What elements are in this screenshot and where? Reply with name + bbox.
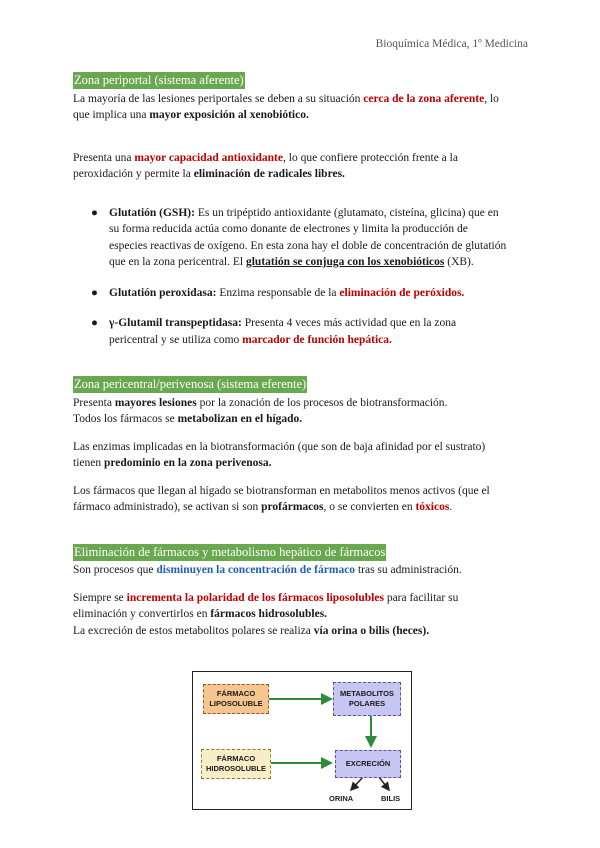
box-excrecion	[335, 750, 401, 778]
bullet-icon: ●	[91, 206, 98, 219]
heading-row	[73, 544, 533, 562]
bold-text: mayor exposición al xenobiótico.	[149, 109, 309, 121]
eliminacion-paragraph-2	[73, 590, 533, 640]
bold-text: metabolizan en el hígado.	[177, 413, 303, 425]
text: , lo que confiere protección frente a la	[283, 151, 458, 164]
box-text: POLARES	[348, 699, 386, 708]
bullet-glutation-peroxidasa	[73, 285, 533, 302]
box-label	[206, 754, 266, 774]
text: Es un tripéptido antioxidante (glutamato, cisteína, glicina) que en	[194, 206, 499, 219]
bold-text: eliminación de radicales libres.	[193, 168, 345, 180]
text: fármaco administrado), se activan si son	[73, 501, 262, 513]
eliminacion-paragraph-1	[73, 562, 533, 579]
heading-periportal: Zona periportal (sistema aferente)	[74, 73, 244, 87]
box-text: FÁRMACO	[216, 689, 256, 698]
heading-eliminacion: Eliminación de fármacos y metabolismo hepático de fármacos	[74, 544, 386, 559]
bold-text: vía orina o bilis (heces).	[313, 624, 430, 637]
text: Todos los fármacos se	[73, 413, 178, 425]
pericentral-paragraph-1	[73, 395, 533, 428]
text: Presenta	[73, 396, 115, 409]
highlight-red: cerca de la zona aferente	[363, 92, 485, 105]
heading-row	[73, 376, 533, 394]
text: para facilitar su	[383, 591, 459, 604]
periportal-paragraph-1	[73, 91, 533, 124]
arrow-to-orina	[351, 777, 363, 790]
periportal-bullet-list	[73, 205, 533, 349]
highlight-blue: disminuyen la concentración de fármaco	[156, 564, 356, 576]
text: pericentral y se utiliza como	[109, 333, 243, 346]
text: , lo	[484, 92, 499, 105]
content	[73, 72, 533, 639]
text: Enzima responsable de la	[216, 286, 340, 299]
text: Los fármacos que llegan al hígado se biotransforman en metabolitos menos activos (que el	[73, 484, 490, 497]
box-text: FÁRMACO	[216, 754, 256, 763]
bullet-icon: ●	[91, 286, 98, 299]
highlight-red: tóxicos	[415, 501, 450, 513]
text: Son procesos que	[73, 564, 157, 576]
text: eliminación y convertirlos en	[73, 608, 211, 620]
text: tienen	[73, 457, 104, 469]
bullet-icon: ●	[91, 317, 98, 329]
bold-text: γ-Glutamil transpeptidasa:	[109, 317, 242, 329]
underlined-bold-text: glutatión se conjuga con los xenobióticos	[245, 256, 445, 268]
bold-text: Glutatión (GSH):	[109, 206, 195, 219]
text: que en la zona pericentral. El	[109, 256, 246, 268]
highlight-red: incrementa la polaridad de los fármacos liposolubles	[126, 591, 384, 604]
metabolism-diagram	[192, 671, 412, 810]
text: , o se convierten en	[323, 501, 416, 513]
bold-text: fármacos hidrosolubles.	[210, 608, 328, 620]
box-text: LIPOSOLUBLE	[209, 699, 263, 708]
box-text: METABOLITOS	[340, 689, 394, 698]
text: La excreción de estos metabolitos polares se realiza	[73, 624, 314, 637]
label-orina: ORINA	[329, 794, 354, 803]
highlight-red: marcador de función hepática.	[242, 333, 392, 346]
heading-pericentral: Zona pericentral/perivenosa (sistema eferente)	[74, 377, 307, 391]
text: por la zonación de los procesos de biotransformación.	[196, 396, 448, 409]
text: peroxidación y permite la	[73, 168, 194, 180]
page-header: Bioquímica Médica, 1º Medicina	[375, 38, 528, 50]
pericentral-paragraph-3	[73, 483, 533, 516]
bold-text: predominio en la zona perivenosa.	[103, 457, 272, 469]
box-label	[209, 689, 262, 709]
text: especies reactivas de oxígeno. En esta zona hay el doble de concentración de glutatión	[109, 239, 507, 252]
box-text: EXCRECIÓN	[345, 759, 391, 768]
bold-text: mayores lesiones	[114, 396, 197, 409]
text: que implica una	[73, 109, 150, 121]
box-metabolitos-polares	[333, 682, 401, 716]
periportal-paragraph-2	[73, 150, 533, 183]
bold-text: Glutatión peroxidasa:	[109, 286, 217, 299]
text: su forma reducida actúa como donante de electrones y limita la producción de	[109, 223, 468, 235]
box-farmaco-hidrosoluble	[201, 749, 271, 779]
text: .	[449, 501, 453, 513]
box-label	[340, 689, 394, 709]
bullet-glutation	[73, 205, 533, 271]
text: Presenta una	[73, 151, 135, 164]
box-farmaco-liposoluble	[203, 684, 269, 714]
label-bilis: BILIS	[381, 794, 401, 803]
highlight-red: eliminación de peróxidos.	[339, 286, 465, 299]
bold-text: profármacos	[261, 501, 324, 513]
arrow-to-bilis	[379, 777, 389, 790]
highlight-red: mayor capacidad antioxidante	[134, 151, 283, 164]
text: Las enzimas implicadas en la biotransformación (que son de baja afinidad por el sustrato)	[73, 440, 486, 453]
pericentral-paragraph-2	[73, 439, 533, 472]
text: Siempre se	[73, 591, 127, 604]
bullet-gamma-glutamil	[73, 315, 533, 348]
text: tras su administración.	[355, 564, 462, 576]
text: La mayoría de las lesiones periportales se deben a su situación	[73, 92, 364, 105]
box-text: HIDROSOLUBLE	[206, 764, 266, 773]
text: Presenta 4 veces más actividad que en la zona	[241, 317, 457, 329]
text: (XB).	[444, 256, 474, 268]
